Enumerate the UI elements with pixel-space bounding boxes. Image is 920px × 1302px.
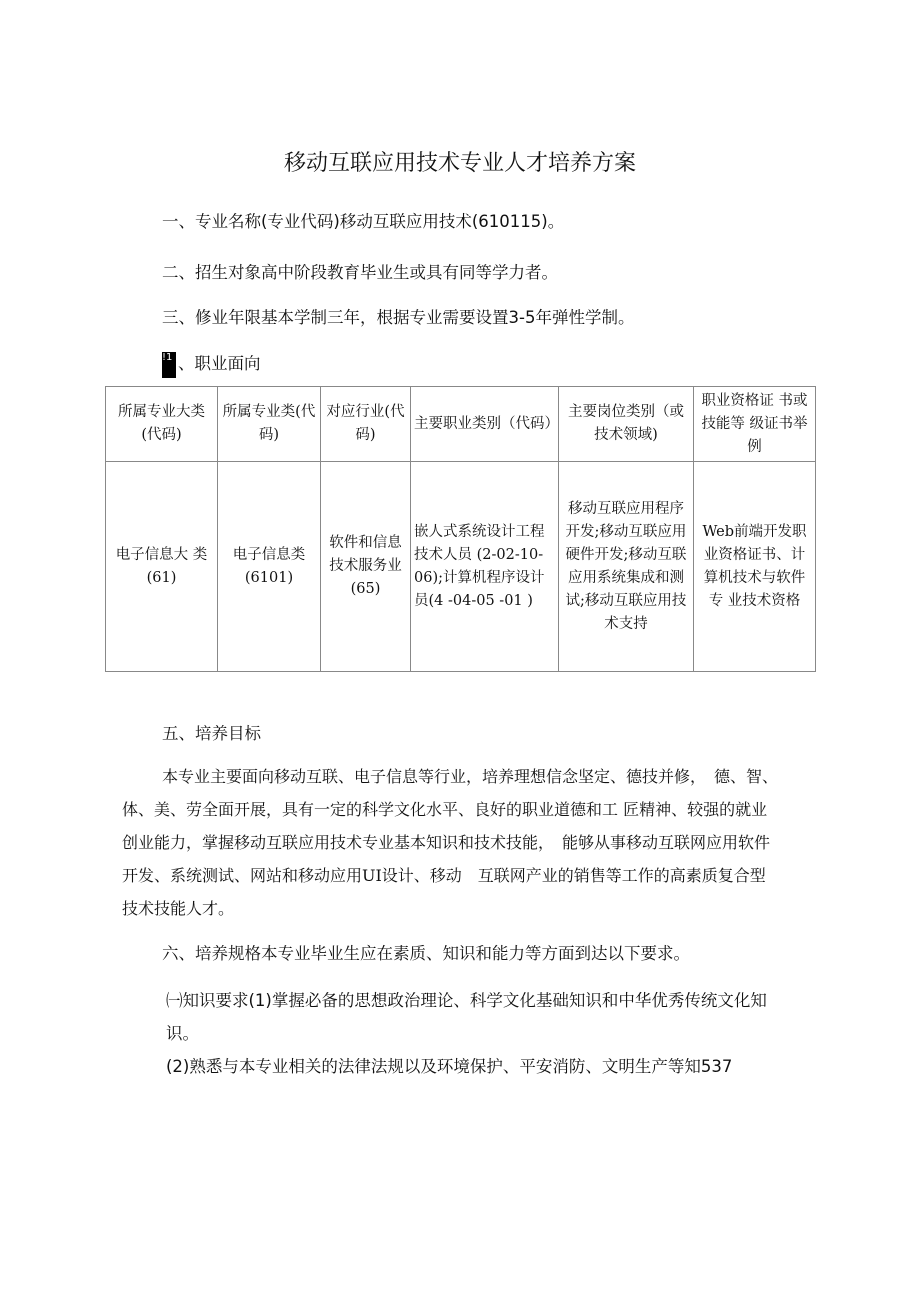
document-title: 移动互联应用技术专业人才培养方案: [283, 151, 636, 176]
table-header-cell: 所属专业类(代码): [218, 387, 321, 462]
table-header-cell: 主要岗位类别（或技术领域): [559, 387, 694, 462]
goal-line: 开发、系统测试、网站和移动应用UI设计、移动 互联网产业的销售等工作的高素质复合型: [122, 866, 766, 885]
table-cell: 电子信息大 类(61): [106, 462, 218, 672]
goal-line: 创业能力，掌握移动互联应用技术专业基本知识和技术技能， 能够从事移动互联网应用软件: [122, 833, 771, 852]
table-header-cell: 所属专业大类(代码): [106, 387, 218, 462]
table-cell: Web前端开发职业资格证书、计算机技术与软件专 业技术资格: [694, 462, 816, 672]
section-4-label: 、职业面向: [178, 354, 261, 373]
requirement-line: ㈠知识要求(1)掌握必备的思想政治理论、科学文化基础知识和中华优秀传统文化知: [166, 991, 767, 1010]
table-cell: 嵌人式系统设计工程技术人员 (2-02-10-06);计算机程序设计员(4 -04-05 -01 ): [411, 462, 559, 672]
section-marker: !1 !: [162, 352, 176, 378]
section-6: 六、培养规格本专业毕业生应在素质、知识和能力等方面到达以下要求。: [162, 944, 690, 963]
table-cell: 移动互联应用程序开发;移动互联应用硬件开发;移动互联应用系统集成和测试;移动互联应用技术支持: [559, 462, 694, 672]
requirement-line: 识。: [166, 1024, 199, 1043]
table-header-cell: 主要职业类别（代码）: [411, 387, 559, 462]
table-header-cell: 对应行业(代码): [321, 387, 411, 462]
section-1: 一、专业名称(专业代码)移动互联应用技术(610115)。: [162, 212, 565, 231]
table-cell: 软件和信息技术服务业(65): [321, 462, 411, 672]
goal-line: 体、美、劳全面开展，具有一定的科学文化水平、良好的职业道德和工 匠精神、较强的就业: [122, 800, 768, 819]
table-cell: 电子信息类(6101): [218, 462, 321, 672]
career-table: [105, 386, 816, 672]
table-header-row: [106, 387, 816, 462]
goal-line: 本专业主要面向移动互联、电子信息等行业，培养理想信念坚定、德技并修， 德、智、: [162, 767, 779, 786]
table-header-cell: 职业资格证 书或技能等 级证书举例: [694, 387, 816, 462]
section-2: 二、招生对象高中阶段教育毕业生或具有同等学力者。: [162, 263, 558, 282]
section-3: 三、修业年限基本学制三年，根据专业需要设置3-5年弹性学制。: [162, 308, 635, 327]
table-row: [106, 462, 816, 672]
requirement-line: (2)熟悉与本专业相关的法律法规以及环境保护、平安消防、文明生产等知537: [166, 1057, 733, 1076]
section-5: 五、培养目标: [162, 724, 261, 743]
goal-line: 技术技能人才。: [122, 899, 235, 918]
section-4: [162, 350, 261, 378]
